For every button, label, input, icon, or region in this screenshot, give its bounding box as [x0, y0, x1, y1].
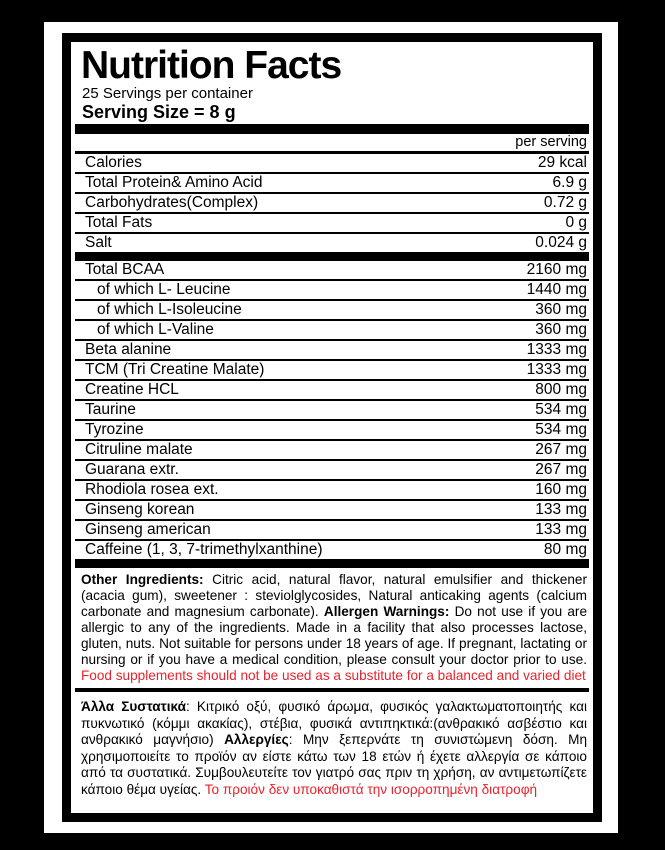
nutrient-value: 133 mg [535, 521, 587, 538]
nutrient-value: 1333 mg [526, 341, 587, 358]
nutrient-name: of which L-Valine [97, 321, 214, 338]
nutrient-row [75, 321, 589, 341]
nutrient-row [75, 441, 589, 461]
nutrient-name: Rhodiola rosea ext. [85, 481, 219, 498]
thick-divider-bottom [75, 559, 589, 568]
nutrient-name: Tyrozine [85, 421, 144, 438]
red-warning-text: Το προιόν δεν υποκαθιστά την ισορροπημένη διατροφή [204, 781, 538, 797]
nutrient-name: Carbohydrates(Complex) [85, 194, 259, 211]
label-sheet [44, 22, 618, 833]
nutrient-value: 1440 mg [526, 281, 587, 298]
nutrient-row [75, 361, 589, 381]
nutrient-value: 160 mg [535, 481, 587, 498]
paragraph-segment: Allergen Warnings: [323, 604, 455, 619]
nutrient-value: 360 mg [535, 301, 587, 318]
nutrient-name: Total BCAA [85, 261, 165, 278]
thick-divider-middle [75, 252, 589, 261]
nutrient-value: 360 mg [535, 321, 587, 338]
nutrient-name: Beta alanine [85, 341, 172, 358]
nutrient-value: 534 mg [535, 401, 587, 418]
nutrient-row [75, 461, 589, 481]
nutrient-row [75, 521, 589, 541]
nutrient-value: 133 mg [535, 501, 587, 518]
nutrient-row [75, 214, 589, 234]
nutrient-value: 534 mg [535, 421, 587, 438]
paragraph-segment: Αλλεργίες [224, 732, 289, 747]
nutrient-value: 800 mg [535, 381, 587, 398]
serving-size: Serving Size = 8 g [82, 102, 236, 122]
nutrient-value: 267 mg [535, 461, 587, 478]
nutrient-name: of which L-Isoleucine [97, 301, 242, 318]
nutrient-name: Salt [85, 234, 112, 251]
paragraph-segment: Other Ingredients: [81, 572, 213, 587]
nutrient-row [75, 501, 589, 521]
language-section-divider [75, 688, 589, 692]
other-ingredients-greek [75, 695, 589, 798]
nutrient-name: Ginseng korean [85, 501, 195, 518]
nutrient-row [75, 174, 589, 194]
macro-section [75, 154, 589, 252]
nutrient-name: Total Fats [85, 214, 153, 231]
nutrient-value: 0.024 g [535, 234, 587, 251]
nutrient-name: Caffeine (1, 3, 7-trimethylxanthine) [85, 541, 323, 558]
thick-divider-top [75, 124, 589, 134]
nutrient-value: 2160 mg [526, 261, 587, 278]
paragraph-segment: : Κιτρικό οξύ, φυσικό άρωμα, φυσικός γαλακτωματοποιητής και πυκνωτικό (κόμμι ακακίας), στέβια, φυσικά αντιπηκτικά:(ανθρακικό ασβέστιο και ανθρακικό μαγνήσιο) [81, 699, 587, 747]
nutrient-row [75, 401, 589, 421]
nutrient-row [75, 341, 589, 361]
nutrient-row [75, 281, 589, 301]
servings-per-container: 25 Servings per container [82, 85, 253, 102]
nutrient-name: Guarana extr. [85, 461, 179, 478]
red-warning-text: Food supplements should not be used as a substitute for a balanced and varied diet [81, 668, 586, 683]
nutrition-label-content [71, 46, 593, 817]
nutrient-row [75, 481, 589, 501]
nutrient-value: 0 g [565, 214, 587, 231]
nutrient-name: Calories [85, 154, 142, 171]
nutrient-value: 267 mg [535, 441, 587, 458]
nutrient-name: of which L- Leucine [97, 281, 231, 298]
nutrient-row [75, 541, 589, 559]
nutrient-row [75, 301, 589, 321]
nutrient-row [75, 154, 589, 174]
nutrient-value: 6.9 g [552, 174, 587, 191]
nutrition-label-panel [62, 33, 602, 822]
nutrient-name: Total Protein& Amino Acid [85, 174, 263, 191]
paragraph-segment: Citric acid, natural flavor, natural emulsifier and thickener (acacia gum), sweetener : steviolglycosides, Natural anticaking agents (calcium carbonate and magnesium carbonate). [81, 572, 587, 619]
other-ingredients-english [75, 568, 589, 684]
label-title: Nutrition Facts [81, 44, 342, 87]
nutrient-row [75, 381, 589, 401]
nutrient-name: Taurine [85, 401, 136, 418]
paragraph-segment: : Μην ξεπερνάτε τη συνιστώμενη δόση. Μη χρησιμοποιείτε το προϊόν αν είστε κάτω των 18 ετών ή έχετε αλλεργία σε κάποιο από τα συστατικά. Συμβουλευτείτε τον γιατρό σας πριν τη χρήση, αν αντιμετωπίζετε κάποιο θέμα υγείας. [81, 732, 588, 797]
nutrient-row [75, 194, 589, 214]
nutrient-name: Citruline malate [85, 441, 193, 458]
nutrient-name: Creatine HCL [85, 381, 179, 398]
nutrient-name: TCM (Tri Creatine Malate) [85, 361, 265, 378]
per-serving-header: per serving [75, 134, 589, 154]
nutrient-name: Ginseng american [85, 521, 211, 538]
nutrient-value: 29 kcal [537, 154, 587, 171]
paragraph-segment: Do not use if you are allergic to any of the ingredients. Made in a facility that also processes lactose, gluten, nuts. Not suitable for persons under 18 years of age. If pregnant, lactating or nursing or if you have a medical condition, please consult your doctor prior to use. [81, 604, 588, 667]
nutrient-row [75, 234, 589, 252]
nutrient-row [75, 261, 589, 281]
nutrient-value: 0.72 g [543, 194, 587, 211]
nutrient-row [75, 421, 589, 441]
ingredient-section [75, 261, 589, 559]
paragraph-segment: Άλλα Συστατικά [81, 699, 186, 714]
nutrient-value: 1333 mg [526, 361, 587, 378]
nutrient-value: 80 mg [543, 541, 587, 558]
